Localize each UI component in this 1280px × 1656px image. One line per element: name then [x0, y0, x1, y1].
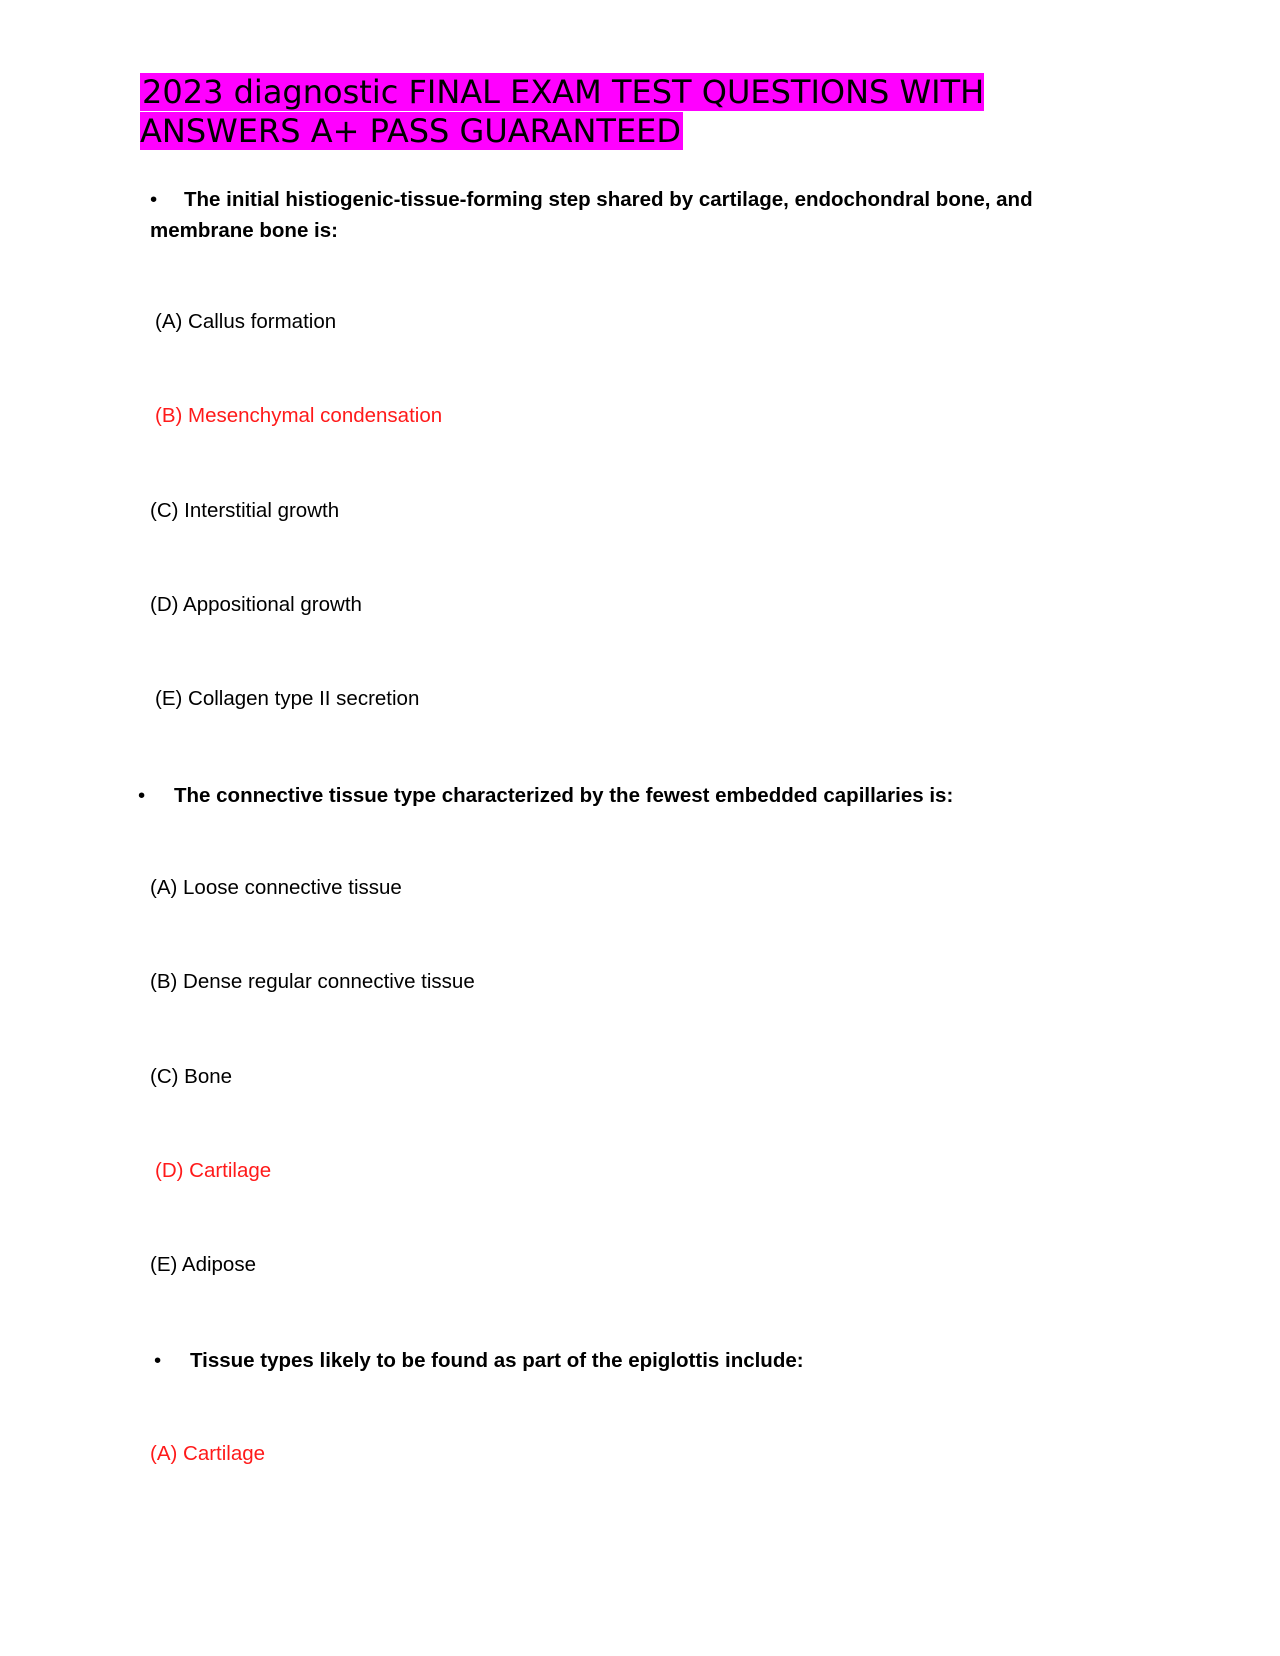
- title-highlight: 2023 diagnostic FINAL EXAM TEST QUESTIONS WITH ANSWERS A+ PASS GUARANTEED: [140, 73, 985, 150]
- question-2-text: The connective tissue type characterized by the fewest embedded capillaries is:: [174, 784, 954, 807]
- question-2-option-e: (E) Adipose: [150, 1253, 256, 1276]
- question-2-option-d-correct: (D) Cartilage: [155, 1159, 272, 1182]
- question-1: [150, 184, 1070, 246]
- question-2: [138, 780, 1098, 811]
- bullet-icon: •: [154, 1349, 162, 1372]
- bullet-icon: •: [138, 784, 146, 807]
- question-3-option-a-correct: (A) Cartilage: [150, 1442, 266, 1465]
- question-1-option-c: (C) Interstitial growth: [150, 499, 340, 522]
- bullet-icon: •: [150, 188, 158, 211]
- question-2-option-a: (A) Loose connective tissue: [150, 876, 402, 899]
- question-1-text: The initial histiogenic-tissue-forming step shared by cartilage, endochondral bone, and membrane bone is:: [150, 188, 1033, 242]
- question-1-option-a: (A) Callus formation: [155, 310, 337, 333]
- question-3-text: Tissue types likely to be found as part of the epiglottis include:: [190, 1349, 804, 1372]
- question-2-option-c: (C) Bone: [150, 1065, 233, 1088]
- question-2-option-b: (B) Dense regular connective tissue: [150, 970, 475, 993]
- question-3: [154, 1345, 1074, 1376]
- question-1-option-b-correct: (B) Mesenchymal condensation: [155, 404, 443, 427]
- question-1-option-e: (E) Collagen type II secretion: [155, 687, 420, 710]
- question-1-option-d: (D) Appositional growth: [150, 593, 362, 616]
- document-title: [140, 73, 1080, 151]
